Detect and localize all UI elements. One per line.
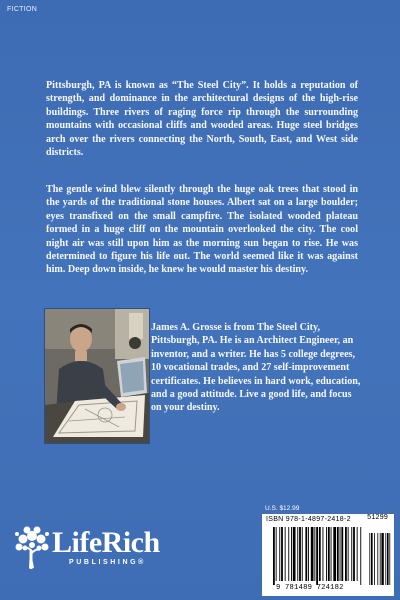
publisher-logo xyxy=(14,524,189,572)
barcode-bars xyxy=(265,525,391,585)
barcode-addon-number: 51299 xyxy=(367,514,389,522)
isbn-text: ISBN 978-1-4897-2418-2 xyxy=(266,516,351,523)
isbn-barcode xyxy=(262,514,394,596)
price-label: U.S. $12.99 xyxy=(265,505,300,512)
genre-label: FICTION xyxy=(7,6,38,13)
tree-icon xyxy=(14,524,50,570)
publisher-subtitle: PUBLISHING® xyxy=(69,559,146,566)
barcode-number: 9 781489 724182 xyxy=(276,584,344,592)
author-photo xyxy=(44,308,150,444)
synopsis-paragraph-2: The gentle wind blew silently through the huge oak trees that stood in the yards of the traditional stone houses. Albert sat on a large boulder; eyes transfixed on the small campfire. The isolated wooded plateau formed in a huge cliff on the mountain overlooked the city. The cool night air was still upon him as the morning sun began to rise. He was determined to figure his life out. The world seemed like it was against him. Deep down inside, he knew he would master his destiny. xyxy=(46,184,358,276)
synopsis-paragraph-1: Pittsburgh, PA is known as “The Steel City”. It holds a reputation of strength, and dominance in the architectural designs of the high-rise buildings. Three rivers of raging force rip through the surrounding mountains with occasional cliffs and wooded areas. Huge steel bridges arch over the rivers connecting the North, South, East, and West side districts. xyxy=(46,80,358,159)
author-bio: James A. Grosse is from The Steel City, Pittsburgh, PA. He is an Architect Engineer, an inventor, and a writer. He has 5 college degrees, 10 vocational trades, and 27 self-improvement certificates. He believes in hard work, education, and a good attitude. Live a good life, and focus on your destiny. xyxy=(151,322,361,414)
author-photo-illustration xyxy=(45,309,149,443)
publisher-name: LifeRich xyxy=(52,526,160,559)
